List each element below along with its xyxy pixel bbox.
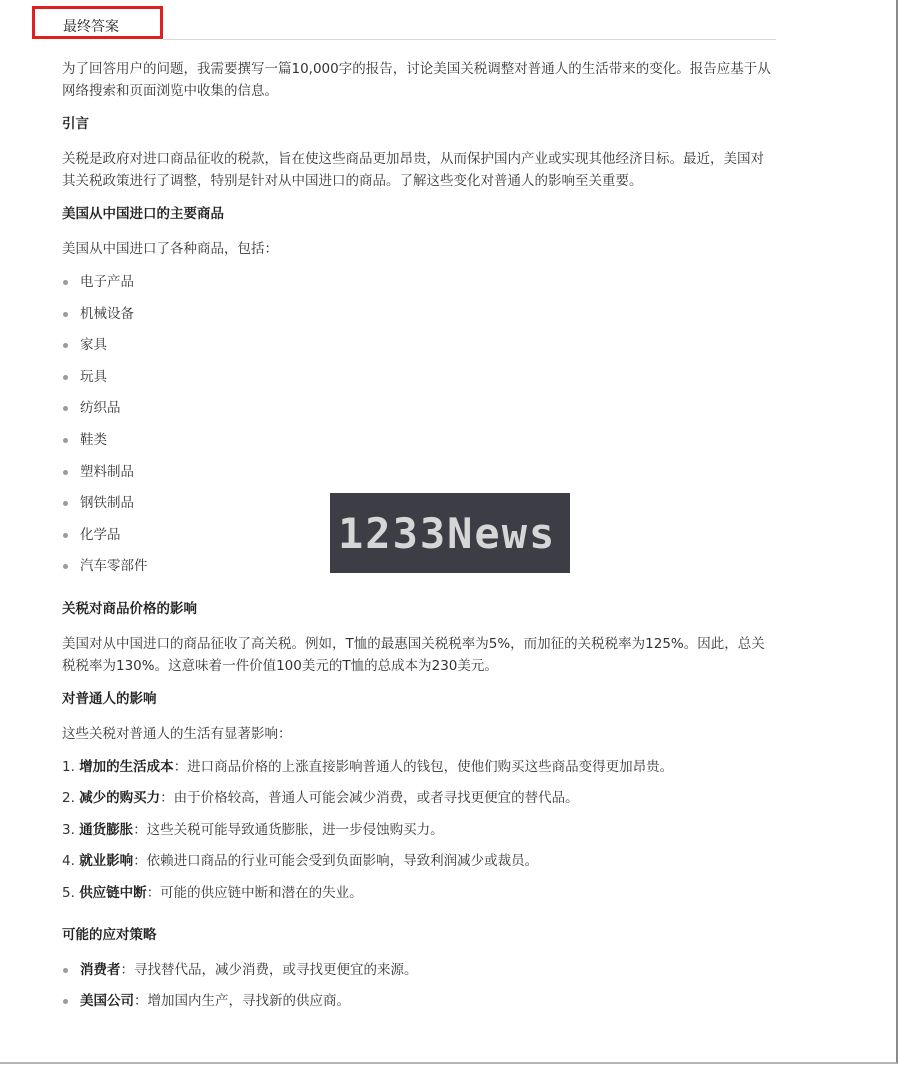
- list-item: [62, 882, 777, 914]
- imports-paragraph: 美国从中国进口了各种商品，包括：: [62, 241, 278, 257]
- list-item: 汽车零部件: [62, 555, 777, 587]
- item-term: 供应链中断: [79, 884, 147, 901]
- item-number: 1.: [62, 758, 75, 775]
- strategies-list: [62, 959, 777, 1021]
- list-item: [62, 959, 777, 990]
- item-term: 消费者: [80, 962, 121, 979]
- section-heading-strategies: 可能的应对策略: [62, 927, 157, 944]
- item-term: 增加的生活成本: [79, 758, 174, 775]
- watermark-badge: [330, 493, 570, 573]
- item-number: 5.: [62, 884, 75, 901]
- list-item: 家具: [62, 334, 777, 366]
- list-item: 钢铁制品: [62, 492, 777, 524]
- list-item: 电子产品: [62, 271, 777, 303]
- section-heading-preface: 引言: [62, 116, 89, 132]
- list-item: 纺织品: [62, 397, 777, 429]
- item-desc: ：依赖进口商品的行业可能会受到负面影响，导致利润减少或裁员。: [133, 853, 539, 870]
- item-term: 美国公司: [80, 993, 134, 1010]
- item-term: 通货膨胀: [79, 821, 134, 838]
- intro-paragraph: 为了回答用户的问题，我需要撰写一篇10,000字的报告，讨论美国关税调整对普通人的生活带来的变化。报告应基于从网络搜索和页面浏览中收集的信息。: [62, 61, 771, 99]
- impact-paragraph: 这些关税对普通人的生活有显著影响：: [62, 725, 292, 742]
- list-item: [62, 990, 777, 1021]
- item-desc: ：这些关税可能导致通货膨胀，进一步侵蚀购买力。: [133, 821, 444, 838]
- final-answer-tab-label: 最终答案: [63, 19, 119, 35]
- item-term: 就业影响: [79, 853, 134, 870]
- item-number: 2.: [62, 790, 75, 807]
- item-term: 减少的购买力: [79, 790, 161, 807]
- list-item: 鞋类: [62, 429, 777, 461]
- list-item: [62, 756, 777, 788]
- section-heading-impact: 对普通人的影响: [62, 690, 157, 707]
- list-item: [62, 850, 777, 882]
- list-item: 玩具: [62, 366, 777, 398]
- tab-divider: [163, 39, 776, 40]
- list-item: 塑料制品: [62, 461, 777, 493]
- item-number: 4.: [62, 853, 75, 870]
- final-answer-tab[interactable]: [32, 6, 163, 39]
- section-heading-imports: 美国从中国进口的主要商品: [62, 206, 224, 222]
- preface-paragraph: 关税是政府对进口商品征收的税款，旨在使这些商品更加昂贵，从而保护国内产业或实现其他经济目标。最近，美国对其关税政策进行了调整，特别是针对从中国进口的商品。了解这些变化对普通人的影响至关重要。: [62, 151, 764, 189]
- item-number: 3.: [62, 821, 75, 838]
- item-desc: ：进口商品价格的上涨直接影响普通人的钱包，使他们购买这些商品变得更加昂贵。: [173, 758, 674, 775]
- item-desc: ：由于价格较高，普通人可能会减少消费，或者寻找更便宜的替代品。: [160, 790, 579, 807]
- impact-list: [62, 756, 777, 914]
- item-desc: ：增加国内生产，寻找新的供应商。: [134, 993, 350, 1010]
- list-item: 机械设备: [62, 303, 777, 335]
- item-desc: ：可能的供应链中断和潜在的失业。: [146, 884, 363, 901]
- watermark-text: 1233News: [338, 509, 557, 558]
- item-desc: ：寻找替代品，减少消费，或寻找更便宜的来源。: [120, 962, 418, 979]
- list-item: [62, 787, 777, 819]
- section-heading-prices: 关税对商品价格的影响: [62, 600, 197, 617]
- list-item: [62, 819, 777, 851]
- prices-paragraph: 美国对从中国进口的商品征收了高关税。例如，T恤的最惠国关税税率为5%，而加征的关税税率为125%。因此，总关税税率为130%。这意味着一件价值100美元的T恤的总成本为230美元。: [62, 635, 765, 674]
- list-item: 化学品: [62, 524, 777, 556]
